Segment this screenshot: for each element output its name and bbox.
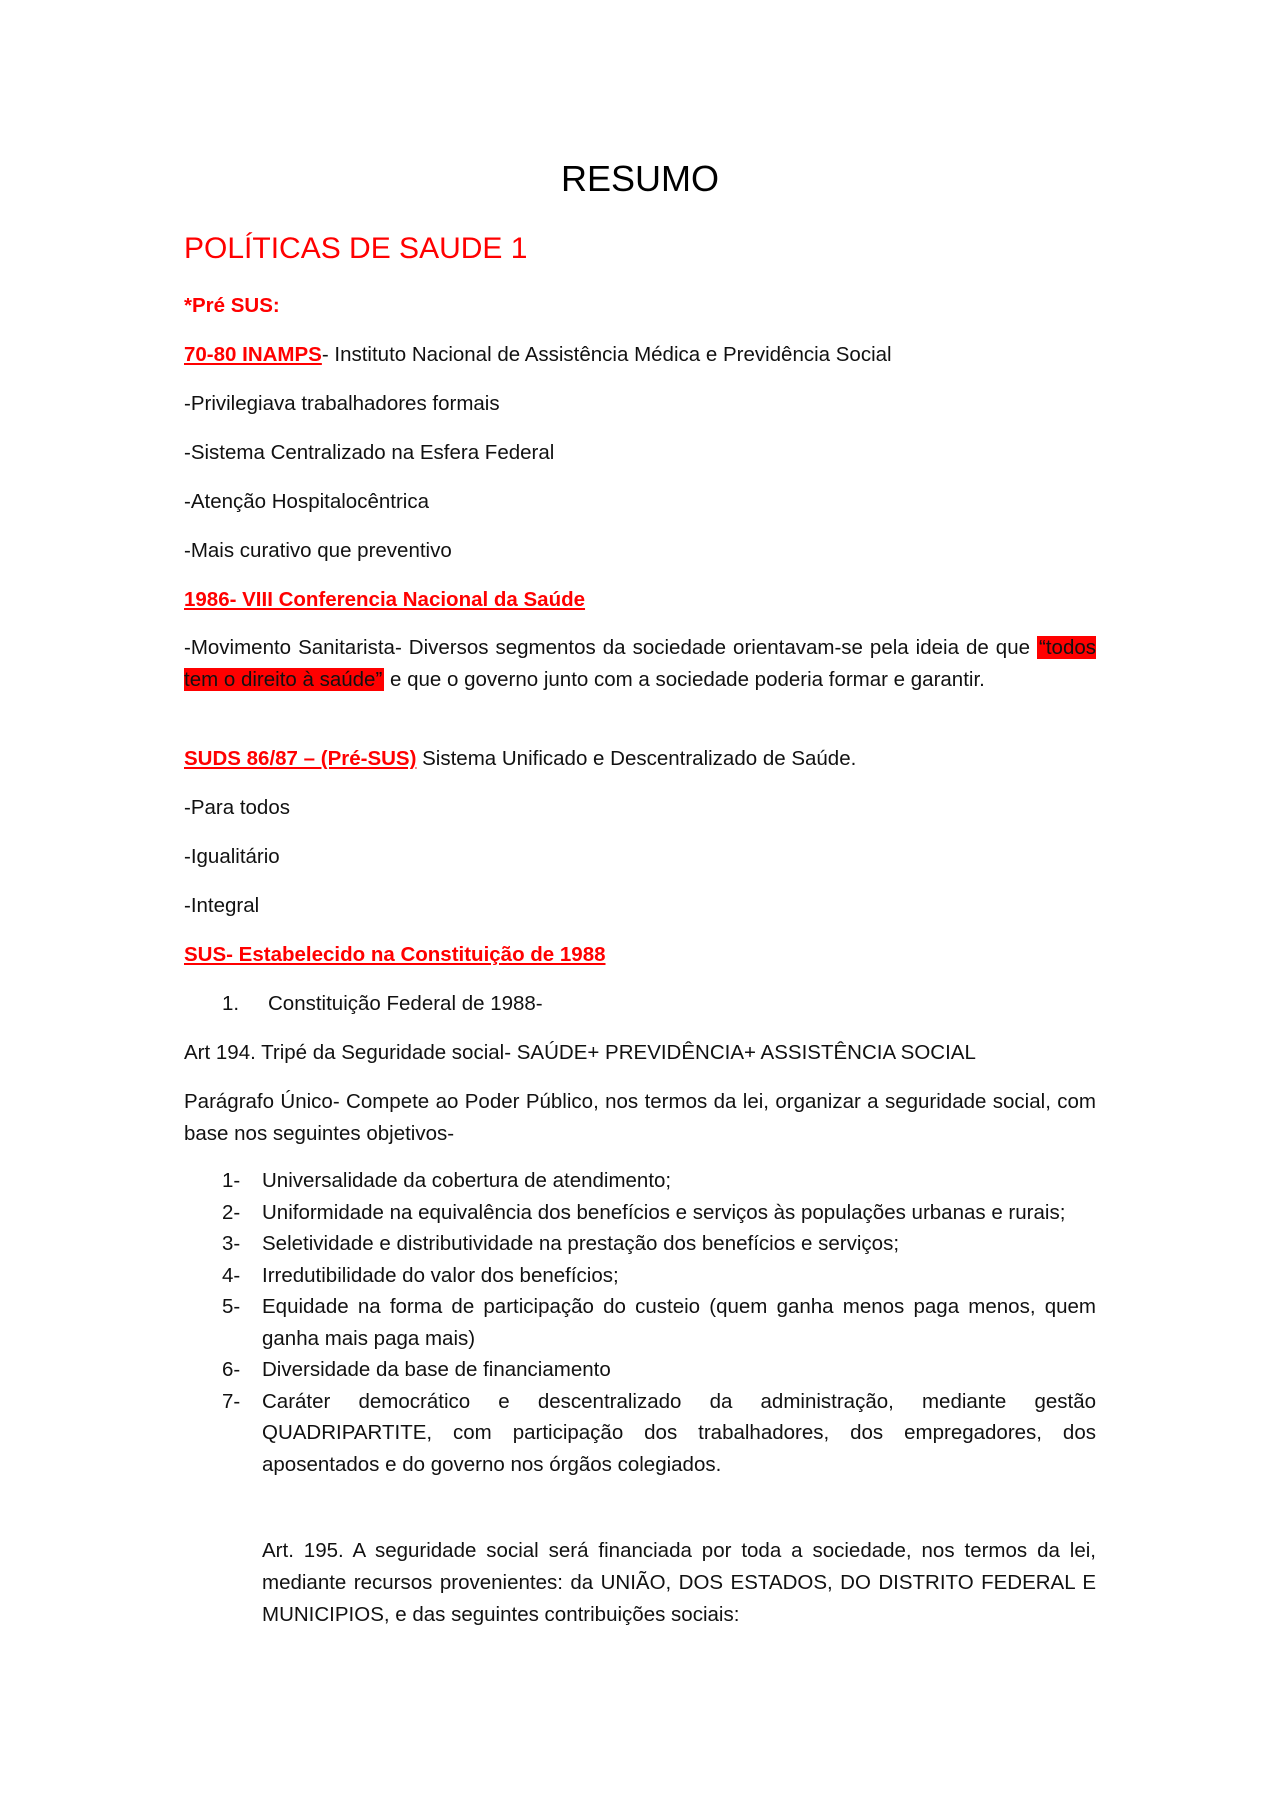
list-item-text: Uniformidade na equivalência dos benefícios e serviços às populações urbanas e rurais; <box>262 1200 1066 1224</box>
list-item-number: 4- <box>222 1263 241 1287</box>
pre-sus-label: *Pré SUS: <box>184 294 280 317</box>
sus-label: SUS- Estabelecido na Constituição de 1988 <box>184 943 606 966</box>
suds-line <box>184 743 856 775</box>
list-item <box>184 1291 1096 1354</box>
art195-paragraph: Art. 195. A seguridade social será financiada por toda a sociedade, nos termos da lei, mediante recursos provenientes: da UNIÃO, DOS ESTADOS, DO DISTRITO FEDERAL E MUNICIPIOS, e das seguintes contribuições sociais: <box>262 1539 1096 1626</box>
inamps-line <box>184 339 892 371</box>
list-item <box>184 1165 1096 1197</box>
highlighted-quote: “todos tem o direito à saúde” <box>184 636 1096 691</box>
inamps-text: - Instituto Nacional de Assistência Médica e Previdência Social <box>321 343 892 366</box>
list-item-text: Diversidade da base de financiamento <box>262 1358 611 1381</box>
suds-item: -Integral <box>184 894 260 917</box>
suds-label: SUDS 86/87 – (Pré-SUS) <box>184 747 417 770</box>
list-item-text: Equidade na forma de participação do custeio (quem ganha menos paga menos, quem ganha mais paga mais) <box>262 1295 1096 1350</box>
inamps-item: -Privilegiava trabalhadores formais <box>184 392 500 415</box>
list-item-number: 6- <box>222 1358 241 1381</box>
inamps-item: -Sistema Centralizado na Esfera Federal <box>184 441 555 464</box>
inamps-item: -Atenção Hospitalocêntrica <box>184 490 429 513</box>
list-item <box>184 1354 1096 1386</box>
list-item-text: Universalidade da cobertura de atendimento; <box>262 1169 672 1192</box>
list-item-text: Seletividade e distributividade na prestação dos benefícios e serviços; <box>262 1232 900 1255</box>
list-item-text: Caráter democrático e descentralizado da administração, mediante gestão QUADRIPARTITE, com participação dos trabalhadores, dos empregadores, dos aposentados e do governo nos órgãos colegiados. <box>262 1389 1096 1476</box>
list-item-number: 2- <box>222 1200 241 1224</box>
objetivos-list <box>184 1165 1096 1480</box>
suds-item: -Igualitário <box>184 845 280 868</box>
page-title: RESUMO <box>560 158 719 199</box>
art194-text: Art 194. Tripé da Seguridade social- SAÚDE+ PREVIDÊNCIA+ ASSISTÊNCIA SOCIAL <box>184 1041 976 1064</box>
paragrafo-unico: Parágrafo Único- Compete ao Poder Público, nos termos da lei, organizar a seguridade social, com base nos seguintes objetivos- <box>184 1090 1096 1145</box>
conferencia-label: 1986- VIII Conferencia Nacional da Saúde <box>184 588 586 611</box>
cf-item-number: 1. <box>222 992 240 1015</box>
section-heading: POLÍTICAS DE SAUDE 1 <box>184 232 528 265</box>
list-item-number: 5- <box>222 1295 241 1318</box>
suds-text: Sistema Unificado e Descentralizado de Saúde. <box>416 747 857 770</box>
list-item-number: 1- <box>222 1169 241 1192</box>
list-item <box>184 1386 1096 1481</box>
movimento-text-after: e que o governo junto com a sociedade poderia formar e garantir. <box>384 668 985 691</box>
list-item-number: 7- <box>222 1389 241 1413</box>
movimento-text-before: -Movimento Sanitarista- Diversos segmentos da sociedade orientavam-se pela ideia de que <box>184 636 1038 659</box>
inamps-label: 70-80 INAMPS <box>184 343 322 366</box>
list-item <box>184 1228 1096 1260</box>
list-item-number: 3- <box>222 1232 241 1255</box>
list-item <box>184 1260 1096 1292</box>
list-item-text: Irredutibilidade do valor dos benefícios; <box>262 1263 619 1287</box>
suds-item: -Para todos <box>184 796 290 819</box>
movimento-paragraph <box>184 632 1096 696</box>
list-item <box>184 1197 1096 1229</box>
inamps-item: -Mais curativo que preventivo <box>184 539 452 562</box>
cf-item-text: Constituição Federal de 1988- <box>268 992 543 1015</box>
